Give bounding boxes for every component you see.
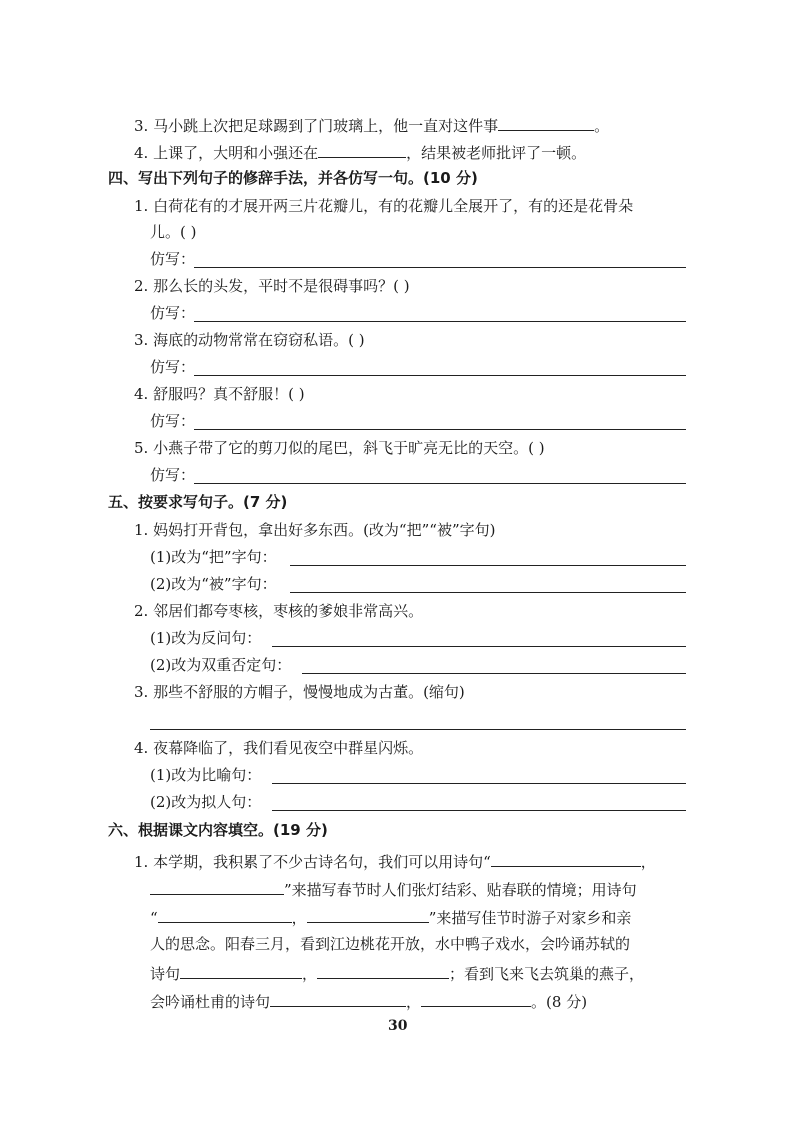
s4-q1-line2: 儿。( ) [150,223,197,241]
s5-q3: 3. 那些不舒服的方帽子，慢慢地成为古董。(缩句) [134,683,465,701]
s6-blank-3[interactable] [158,906,292,923]
s3-q3-blank[interactable] [498,114,594,131]
s5-q2a-label: (1)改为反问句： [150,629,262,647]
s5-q1a-answer-line[interactable] [290,565,686,566]
s6-l1-text: 1. 本学期，我积累了不少古诗名句，我们可以用诗句“ [134,853,491,871]
s6-blank-2[interactable] [150,878,284,895]
s6-l3-quote: “ [150,909,158,927]
s3-q4-end: ，结果被老师批评了一顿。 [406,144,587,162]
s6-blank-7[interactable] [270,990,406,1007]
s6-l1-comma: ， [640,853,656,871]
s6-l5-comma: ， [302,965,318,983]
s6-blank-1[interactable] [491,850,641,867]
s6-l5-end: ；看到飞来飞去筑巢的燕子， [449,965,645,983]
s6-l6-text: 会吟诵杜甫的诗句 [150,993,271,1011]
s6-line-3 [150,906,631,928]
s6-l6-comma: ， [406,993,422,1011]
s4-q4-fangxie-label: 仿写： [150,412,196,430]
s6-blank-8[interactable] [421,990,531,1007]
s6-l3-text: ”来描写佳节时游子对家乡和亲 [428,909,632,927]
s4-heading: 四、写出下列句子的修辞手法，并各仿写一句。(10 分) [108,169,478,187]
s4-q1-answer-line[interactable] [194,267,686,268]
s4-q2-fangxie-label: 仿写： [150,304,196,322]
s4-q2: 2. 那么长的头发，平时不是很碍事吗？( ) [134,277,410,295]
s5-q2a-answer-line[interactable] [272,646,686,647]
s5-q1b-label: (2)改为“被”字句： [150,575,277,593]
s5-q4a-label: (1)改为比喻句： [150,766,262,784]
s6-blank-5[interactable] [180,962,302,979]
s6-line-1 [134,850,656,872]
s4-q5: 5. 小燕子带了它的剪刀似的尾巴，斜飞于旷亮无比的天空。( ) [134,439,545,457]
s5-q4a-answer-line[interactable] [272,783,686,784]
s4-q3-answer-line[interactable] [194,375,686,376]
s4-q3-fangxie-label: 仿写： [150,358,196,376]
s5-q3-answer-line[interactable] [150,729,686,730]
s4-q1-fangxie-label: 仿写： [150,250,196,268]
s5-q1a-label: (1)改为“把”字句： [150,548,277,566]
s6-l2-text: ”来描写春节时人们张灯结彩、贴春联的情境；用诗句 [284,881,637,899]
s3-q3 [134,114,609,136]
s5-q2b-answer-line[interactable] [302,673,686,674]
s4-q5-fangxie-label: 仿写： [150,466,196,484]
s6-l6-end: 。(8 分) [531,993,588,1011]
s3-q4-blank[interactable] [318,141,406,158]
s5-q4b-label: (2)改为拟人句： [150,793,262,811]
s5-q2: 2. 邻居们都夸枣核，枣核的爹娘非常高兴。 [134,602,424,620]
s4-q2-answer-line[interactable] [194,321,686,322]
page-number: 30 [388,1018,408,1034]
s6-l5-text: 诗句 [150,965,181,983]
s6-heading: 六、根据课文内容填空。(19 分) [108,821,328,839]
s4-q5-answer-line[interactable] [194,483,686,484]
s3-q4-text: 4. 上课了，大明和小强还在 [134,144,319,162]
s6-line-4: 人的思念。阳春三月，看到江边桃花开放，水中鸭子戏水，会吟诵苏轼的 [150,935,631,953]
s4-q4-answer-line[interactable] [194,429,686,430]
s6-line-2 [150,878,637,900]
s6-blank-6[interactable] [317,962,449,979]
s5-q2b-label: (2)改为双重否定句： [150,656,292,674]
s6-line-5 [150,962,644,984]
s6-blank-4[interactable] [307,906,429,923]
s4-q1-line1: 1. 白荷花有的才展开两三片花瓣儿，有的花瓣儿全展开了，有的还是花骨朵 [134,197,634,215]
s3-q3-end: 。 [594,117,610,135]
s4-q4: 4. 舒服吗？真不舒服！( ) [134,385,305,403]
s5-q4b-answer-line[interactable] [272,810,686,811]
s5-heading: 五、按要求写句子。(7 分) [108,493,288,511]
s5-q4: 4. 夜幕降临了，我们看见夜空中群星闪烁。 [134,739,424,757]
s5-q1: 1. 妈妈打开背包，拿出好多东西。(改为“把”“被”字句) [134,521,496,539]
s5-q1b-answer-line[interactable] [290,592,686,593]
s3-q3-text: 3. 马小跳上次把足球踢到了门玻璃上，他一直对这件事 [134,117,499,135]
s4-q3: 3. 海底的动物常常在窃窃私语。( ) [134,331,365,349]
s6-l3-comma: ， [291,909,307,927]
s3-q4 [134,141,586,163]
s6-line-6 [150,990,587,1012]
